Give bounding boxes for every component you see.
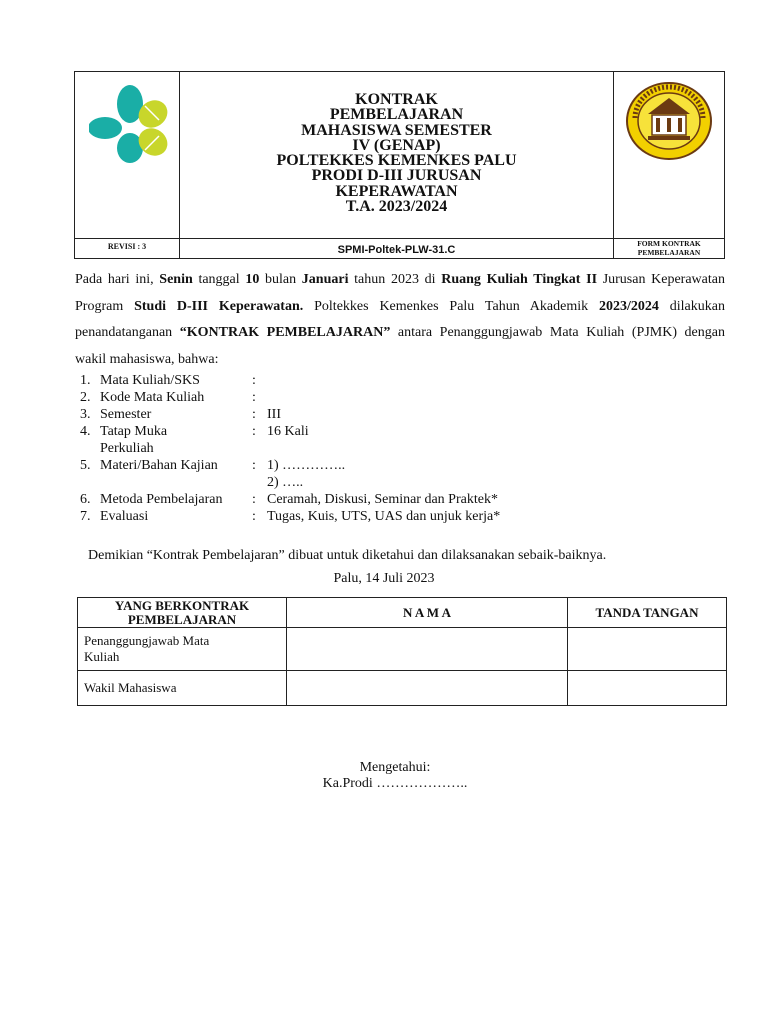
list-item: 2. Kode Mata Kuliah : (80, 390, 256, 405)
list-item: 3. Semester : III (80, 407, 281, 422)
title-line: POLTEKKES KEMENKES PALU (276, 152, 517, 170)
intro-paragraph: Pada hari ini, Senin tanggal 10 bulan Januari tahun 2023 di Ruang Kuliah Tingkat II Jurusan Keperawatan Program Studi D-III Keperawatan. Poltekkes Kemenkes Palu Tahun Akademik 2023/2024 dilakukan penandatanganan “KONTRAK PEMBELAJARAN” antara Penanggungjawab Mata Kuliah (PJMK) dengan wakil mahasiswa, bahwa: (75, 272, 725, 367)
acknowledgement (0, 760, 768, 792)
kemenkes-logo-icon (89, 80, 169, 164)
title-line: PRODI D-III JURUSAN (311, 167, 482, 185)
form-label-line: PEMBELAJARAN (637, 248, 701, 257)
name-cell (287, 628, 568, 671)
table-row (78, 628, 727, 671)
name-cell (287, 671, 568, 706)
list-item: 1. Mata Kuliah/SKS : (80, 373, 256, 388)
kaprodi-label: Ka.Prodi ……………….. (322, 776, 468, 791)
title-line: KONTRAK (355, 91, 438, 108)
title-line: KEPERAWATAN (335, 182, 458, 200)
place-date: Palu, 14 Juli 2023 (333, 571, 435, 586)
list-item: 5. Materi/Bahan Kajian : 1) ………….. 2) ….. (80, 458, 346, 490)
title-line: PEMBELAJARAN (329, 106, 464, 124)
title-line: MAHASISWA SEMESTER (301, 121, 492, 139)
title-line: T.A. 2023/2024 (345, 198, 448, 216)
course-details-list (80, 372, 720, 525)
acknowledge-label: Mengetahui: (359, 760, 431, 775)
table-row (78, 671, 727, 706)
list-item: 7. Evaluasi : Tugas, Kuis, UTS, UAS dan unjuk kerja* (80, 509, 501, 524)
table-header-row (78, 598, 727, 628)
role-cell: Wakil Mahasiswa (78, 671, 287, 706)
form-label-line: FORM KONTRAK (637, 239, 701, 248)
signature-cell (568, 628, 727, 671)
document-code: SPMI-Poltek-PLW-31.C (337, 244, 456, 256)
form-label (614, 239, 724, 257)
signature-table (77, 597, 727, 706)
column-header: YANG BERKONTRAK PEMBELAJARAN (78, 598, 287, 628)
column-header: TANDA TANGAN (568, 598, 727, 628)
column-header: N A M A (287, 598, 568, 628)
list-item: 4. Tatap Muka Perkuliah : 16 Kali (80, 424, 309, 456)
closing-statement: Demikian “Kontrak Pembelajaran” dibuat untuk diketahui dan dilaksanakan sebaik-baiknya. (88, 548, 607, 563)
revision-label: REVISI : 3 (107, 242, 147, 251)
poltekkes-seal-icon (626, 82, 712, 160)
title-line: IV (GENAP) (352, 136, 441, 154)
list-item: 6. Metoda Pembelajaran : Ceramah, Diskusi, Seminar dan Praktek* (80, 492, 498, 507)
role-cell: Penanggungjawab Mata Kuliah (78, 628, 287, 671)
document-title (180, 92, 613, 214)
signature-cell (568, 671, 727, 706)
document-header (74, 71, 725, 259)
